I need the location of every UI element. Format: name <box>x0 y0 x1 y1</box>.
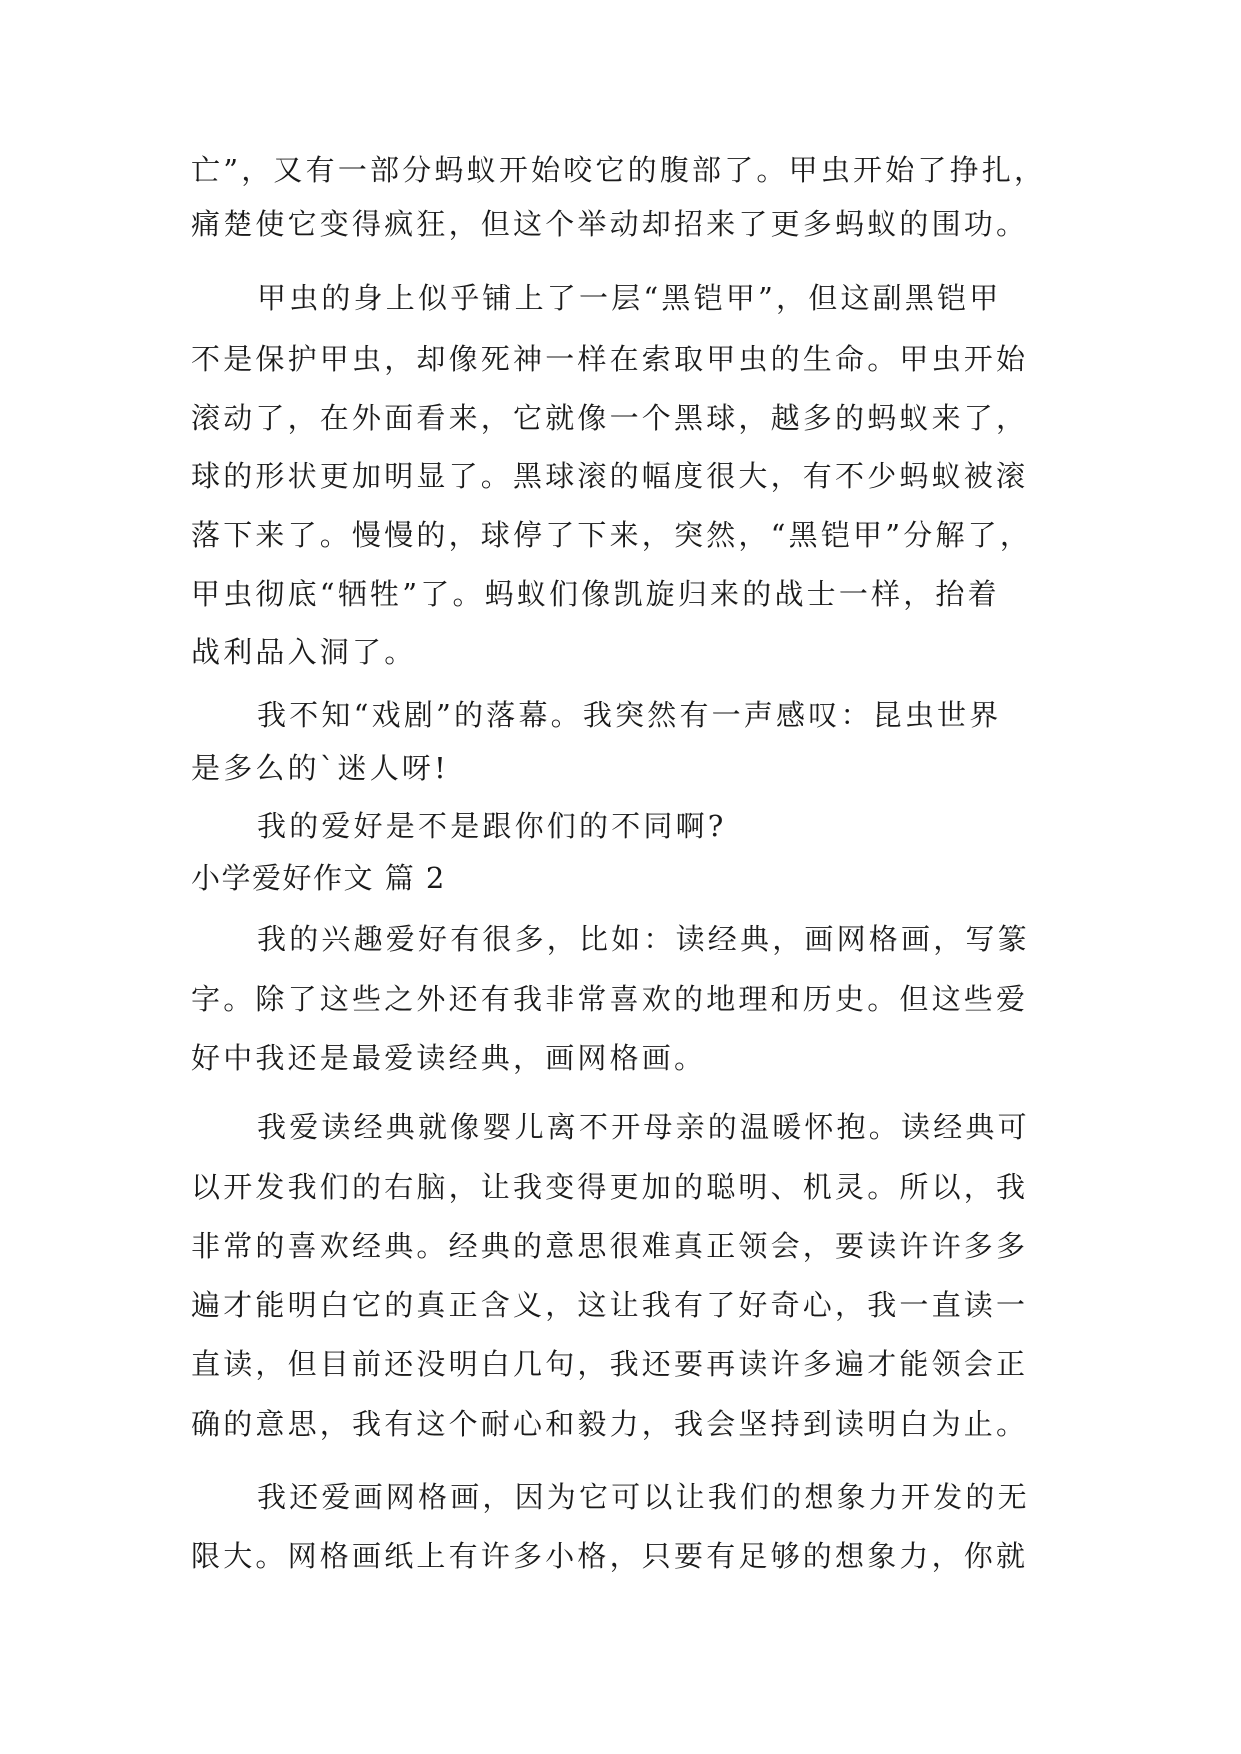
text-line: 好中我还是最爱读经典，画网格画。 <box>191 1041 707 1075</box>
text-line: 落下来了。慢慢的，球停了下来，突然，“黑铠甲”分解了， <box>191 518 1033 552</box>
paragraph-first-line: 我不知“戏剧”的落幕。我突然有一声感叹：昆虫世界 <box>257 698 1002 732</box>
text-line: 非常的喜欢经典。经典的意思很难真正领会，要读许许多多 <box>191 1229 1029 1263</box>
text-line: 痛楚使它变得疯狂，但这个举动却招来了更多蚂蚁的围功。 <box>191 207 1029 241</box>
section-heading: 小学爱好作文 篇 2 <box>191 861 446 895</box>
text-line: 是多么的`迷人呀! <box>191 751 449 785</box>
paragraph-first-line: 我爱读经典就像婴儿离不开母亲的温暖怀抱。读经典可 <box>257 1110 1030 1144</box>
text-line: 球的形状更加明显了。黑球滚的幅度很大，有不少蚂蚁被滚 <box>191 459 1029 493</box>
paragraph-first-line: 我的兴趣爱好有很多，比如：读经典，画网格画，写篆 <box>257 922 1030 956</box>
paragraph-first-line: 我的爱好是不是跟你们的不同啊? <box>257 809 727 843</box>
text-line: 甲虫彻底“牺牲”了。蚂蚁们像凯旋归来的战士一样，抬着 <box>191 577 1000 611</box>
text-line: 战利品入洞了。 <box>191 635 417 669</box>
text-line: 直读，但目前还没明白几句，我还要再读许多遍才能领会正 <box>191 1347 1029 1381</box>
text-line: 以开发我们的右脑，让我变得更加的聪明、机灵。所以，我 <box>191 1170 1029 1204</box>
paragraph-first-line: 甲虫的身上似乎铺上了一层“黑铠甲”，但这副黑铠甲 <box>257 281 1002 315</box>
text-line: 限大。网格画纸上有许多小格，只要有足够的想象力，你就 <box>191 1539 1029 1573</box>
text-line: 确的意思，我有这个耐心和毅力，我会坚持到读明白为止。 <box>191 1407 1029 1441</box>
paragraph-first-line: 我还爱画网格画，因为它可以让我们的想象力开发的无 <box>257 1480 1030 1514</box>
text-line: 不是保护甲虫，却像死神一样在索取甲虫的生命。甲虫开始 <box>191 342 1029 376</box>
text-line: 滚动了，在外面看来，它就像一个黑球，越多的蚂蚁来了， <box>191 401 1029 435</box>
text-line: 遍才能明白它的真正含义，这让我有了好奇心，我一直读一 <box>191 1288 1029 1322</box>
text-line: 亡”，又有一部分蚂蚁开始咬它的腹部了。甲虫开始了挣扎， <box>191 153 1047 187</box>
text-line: 字。除了这些之外还有我非常喜欢的地理和历史。但这些爱 <box>191 982 1029 1016</box>
